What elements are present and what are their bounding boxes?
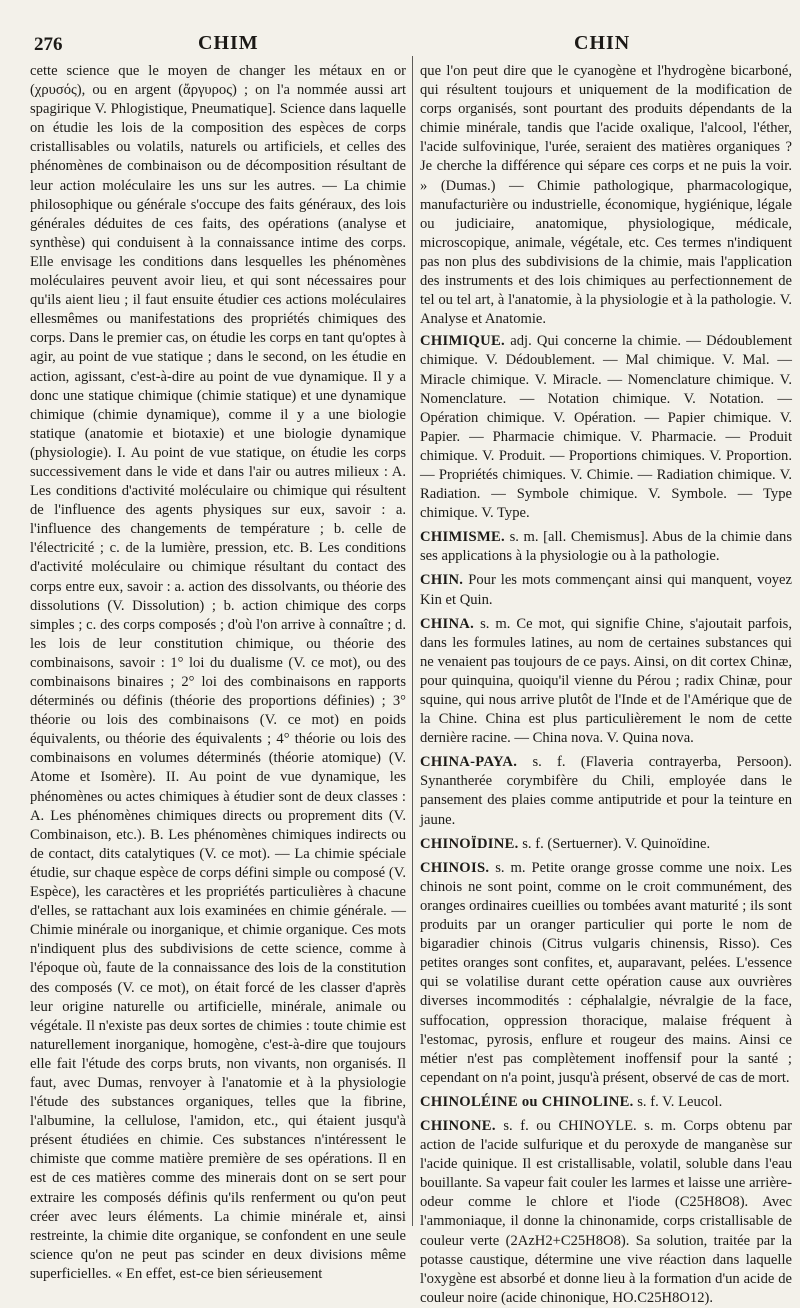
entry-headword: CHINA-PAYA. (420, 754, 518, 771)
entry-body: s. m. Petite orange grosse comme une noix. Les chinois ne sont point, comme on le croit communément, des oranges ordinaires cueillies ou tombées avant maturité ; ils sont produits par un oranger particulier qui porte le nom de bigaradier chinois (Citrus vulgaris chinensis, Risso). Ces petites oranges sont confites, et, auparavant, pelées. L'essence qui se volatilise durant cette opération cause aux ouvrières diverses incommodités : céphalalgie, névralgie de la face, suffocation, oppression thoracique, malaise fréquent à l'estomac, pyrosis, enflure et rougeur des mains. Ainsi ce métier n'est pas complètement inoffensif pour la santé ; cependant on n'a point, jusqu'à présent, observé de cas de mort. (420, 859, 792, 1086)
entry-body: s. f. ou CHINOYLE. s. m. Corps obtenu par action de l'acide sulfurique et du peroxyde de manganèse sur l'acide quinique. Il est cristallisable, volatil, soluble dans l'eau bouillante. Sa vapeur fait couler les larmes et laisse une arrière-odeur comme le chlore et l'iode (C25H8O8). Avec l'ammoniaque, il donne la chinonamide, corps cristallisable de couleur verte (2AzH2+C25H8O8). Sa solution, traitée par la potasse caustique, détermine une vive réaction dans laquelle l'oxygène est absorbé et donne lieu à la formation d'un acide de couleur noire (acide chinonique, HO.C25H8O12). (420, 1117, 792, 1306)
left-column-text: cette science que le moyen de changer les métaux en or (χρυσός), ou en argent (ἄργυρος) ; on l'a nommée aussi art spagirique V. Phlogistique, Pneumatique]. Science dans laquelle on étudie les lois de la composition des espèces de corps cristallisables ou volatils, naturels ou artificiels, et celles des phénomènes de combinaison ou de décomposition résultant de leur action moléculaire les uns sur les autres. — La chimie philosophique ou générale s'occupe des faits généraux, des lois générales déduites de ces faits, des opérations (analyse et synthèse) qui conduisent à la connaissance intime des corps. Elle envisage les conditions dans lesquelles les phénomènes moléculaires peuvent avoir lieu, et qui sont nécessaires pour qu'ils aient lieu ; il faut ensuite étudier ces actions moléculaires ellesmêmes ou manifestations des propriétés chimiques des corps. Dans le premier cas, on étudie les corps en tant qu'optes à agir, au point de vue statique ; dans le second, on les étudie en action, agissant, c'est-à-dire au point de vue dynamique. Il y a donc une statique chimique (chimie statique) et une dynamique chimique (chimie dynamique), comme il y a une biologie statique (anatomie et biotaxie) et une biologie dynamique (physiologie). I. Au point de vue statique, on étudie les corps successivement dans le vide et dans l'air ou autres milieux : A. Les conditions d'activité moléculaire ou chimique qui résultent de l'influence des agents physiques sur eux, savoir : a. l'influence des changements de température ; b. celle de l'électricité ; c. de la lumière, pression, etc. B. Les conditions d'activité moléculaire ou chimique résultant du contact des corps entre eux, savoir : a. action des dissolvants, ou théorie des dissolutions (V. Dissolution) ; b. action chimique des corps simples ; c. des corps composés ; d'où l'on arrive à connaître ; d. les lois de leur constitution chimique, ou théorie des combinaisons, savoir : 1° loi du dualisme (V. ce mot), ou des combinaisons binaires ; 2° loi des combinaisons en rapports déterminés ou définis (théorie des proportions définies) ; 3° théorie ou lois des combinaisons (V. ce mot) en poids équivalents, ou théorie des équivalents ; 4° théorie ou lois des combinaisons en volumes déterminés (théorie atomique) (V. Atome et Isomère). II. Au point de vue dynamique, les phénomènes ou actes chimiques à étudier sont de deux classes : A. Les phénomènes chimiques directs ou proprement dits (V. Combinaison, etc.). B. Les phénomènes chimiques indirects ou de contact, dits catalytiques (V. ce mot). — La chimie spéciale étudie, sur chaque espèce de corps défini simple ou composé (V. Espèce), les caractères et les propriétés particulières à chacune d'elles, se rattachant aux lois examinées en chimie générale. — Chimie minérale ou inorganique, et chimie organique. Ces mots n'indiquent plus des subdivisions de cette science, comme à l'époque où, faute de la connaissance des lois de la constitution des composés (V. ce mot), on était forcé de les classer d'après leur origine naturelle ou artificielle, minérale, animale ou végétale. Il n'existe pas deux sortes de chimies : toute chimie est naturellement inorganique, homogène, c'est-à-dire que toujours elle fait l'étude des corps bruts, non vivants, non organisés. Il faut, avec Dumas, renvoyer à l'anatomie et à la physiologie l'étude des substances organiques, telles que la fibrine, l'albumine, la cellulose, l'amidon, etc., qui étaient jusqu'à présent étudiées en chimie. Ces substances n'intéressent le chimiste que comme matière première de ses opérations. Il en est de ces matières comme des minerais dont on se sert pour extraire les composés définis qu'ils renferment ou qu'on peut créer avec leurs éléments. La chimie minérale et, ainsi restreinte, la chimie dite organique, se confondent en une seule science qu'on ne peut pas scinder en deux divisions même superficielles. « En effet, est-ce bien sérieusement (30, 63, 406, 1282)
entry-body: s. f. (Sertuerner). V. Quinoïdine. (522, 835, 711, 852)
page-header (0, 28, 800, 64)
entry-body: s. f. (Flaveria contrayerba, Persoon). Synantherée corymbifère du Chili, employée dans le pansement des plaies comme antiputride et pour la teinture en jaune. (420, 754, 793, 828)
entry-headword: CHINOÏDINE. (420, 835, 519, 852)
running-head-right: CHIN (574, 32, 631, 54)
entry-headword: CHINOLÉINE ou CHINOLINE. (420, 1093, 634, 1110)
entry-chinois (420, 859, 792, 1088)
entry-chinoidine (420, 835, 792, 854)
entry-headword: CHIN. (420, 572, 464, 589)
entry-chin (420, 571, 792, 609)
entry-headword: CHIMISME. (420, 529, 505, 546)
entry-china (420, 615, 792, 749)
entry-headword: CHINA. (420, 615, 475, 632)
entry-chimique (420, 332, 792, 523)
entry-headword: CHINOIS. (420, 859, 490, 876)
column-divider (412, 56, 413, 1226)
entry-body: adj. Qui concerne la chimie. — Dédoublement chimique. V. Dédoublement. — Mal chimique. V. Mal. — Miracle chimique. V. Miracle. — Nomenclature chimique. V. Nomenclature. — Notation chimique. V. Notation. — Opération chimique. V. Opération. — Papier chimique. V. Papier. — Pharmacie chimique. V. Pharmacie. — Produit chimique. V. Produit. — Proportions chimiques. V. Proportion. — Propriétés chimiques. V. Chimie. — Radiation chimique. V. Radiation. — Symbole chimique. V. Symbole. — Type chimique. V. Type. (420, 333, 792, 522)
page-number: 276 (34, 34, 63, 55)
entry-body: s. m. [all. Chemismus]. Abus de la chimie dans ses applications à la physiologie ou à la pathologie. (420, 529, 792, 565)
right-column-continuation: que l'on peut dire que le cyanogène et l'hydrogène bicarboné, qui résultent toujours et uniquement de la modification de corps organisés, sont pourtant des produits dépendants de la chimie minérale, tandis que l'acide oxalique, l'alcool, l'éther, l'acide sulfovinique, l'urée, seraient des matières organiques ? Je cherche la différence qui sépare ces corps et ne puis la voir. » (Dumas.) — Chimie pathologique, pharmacologique, manufacturière ou industrielle, économique, hygiénique, légale ou judiciaire, anatomique, physiologique, médicale, microscopique, animale, végétale, etc. Ces termes n'indiquent pas non plus des subdivisions de la chimie, mais l'application des instruments et des lois chimiques au perfectionnement de tel ou tel art, à l'anatomie, à la physiologie et à la pathologie. V. Analyse et Anatomie. (420, 63, 792, 328)
left-column (30, 62, 406, 1282)
entry-body: s. m. Ce mot, qui signifie Chine, s'ajoutait parfois, dans les formules latines, au nom de certaines substances qui ne venaient pas toujours de ce pays. Ainsi, on dit cortex Chinæ, pour quinquina, quoiqu'il vienne du Pérou ; radix Chinæ, pour squine, qui nous arrive plutôt de l'Inde et de l'Amérique que de la Chine. China est plus particulièrement le nom de cette dernière racine. — China nova. V. Quina nova. (420, 615, 792, 747)
entry-body: s. f. V. Leucol. (637, 1093, 723, 1110)
right-column (420, 62, 793, 1306)
entry-headword: CHINONE. (420, 1117, 496, 1134)
entry-china-paya (420, 753, 792, 829)
entry-chimisme (420, 528, 792, 566)
entry-headword: CHIMIQUE. (420, 333, 505, 350)
running-head-left: CHIM (198, 32, 259, 54)
entry-chinone (420, 1117, 792, 1308)
entry-body: Pour les mots commençant ainsi qui manquent, voyez Kin et Quin. (420, 572, 792, 608)
entry-chinoleine (420, 1093, 792, 1112)
